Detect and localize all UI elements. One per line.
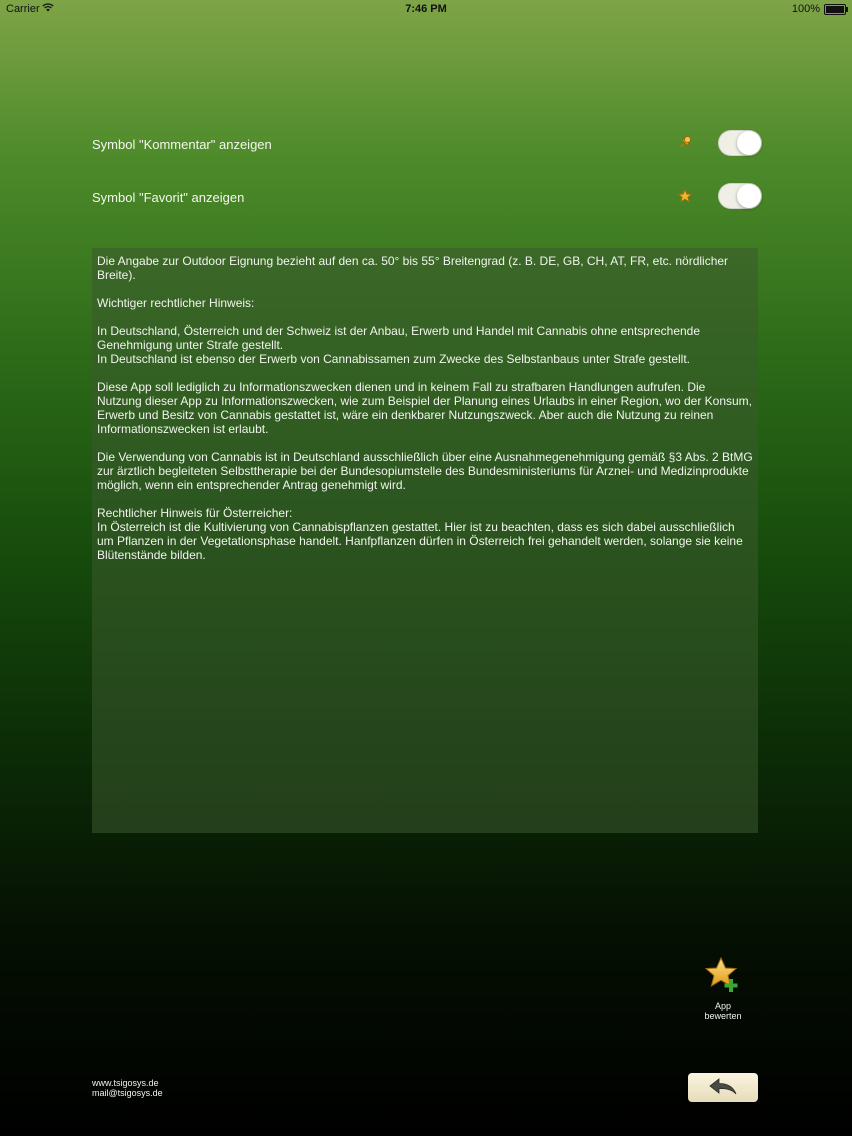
- info-paragraph-legal-dach: In Deutschland, Österreich und der Schweiz ist der Anbau, Erwerb und Handel mit Cannabis ohne entsprechende Genehmigung unter Strafe gestellt. In Deutschland ist ebenso der Erwerb von Cannabissamen zum Zwecke des Selbstanbaus unter Strafe gestellt.: [97, 324, 701, 366]
- favorite-icon-toggle[interactable]: [718, 183, 762, 209]
- setting-label-favorite: Symbol "Favorit" anzeigen: [92, 190, 245, 205]
- info-paragraph-purpose: Diese App soll lediglich zu Informationszwecken dienen und in keinem Fall zu strafbaren Handlungen aufrufen. Die Nutzung dieser App zu Informationszwecken, wie zum Beispiel der Planung eines Urlaubs in einer Region, wo der Konsum, Erwerb und Besitz von Cannabis gestattet ist, wäre ein denkbarer Nutzungszweck. Aber auch die Nutzung zu reinen Informationszwecken ist erlaubt.: [97, 380, 753, 436]
- info-paragraph-legal-heading: Wichtiger rechtlicher Hinweis:: [97, 296, 255, 310]
- comment-icon-toggle[interactable]: [718, 130, 762, 156]
- pushpin-icon: [677, 135, 693, 151]
- star-icon: [677, 188, 693, 204]
- rate-app-label-line2: bewerten: [704, 1011, 742, 1021]
- info-paragraph-medical: Die Verwendung von Cannabis ist in Deutschland ausschließlich über eine Ausnahmegenehmigung gemäß §3 Abs. 2 BtMG zur ärztlich begleiteten Selbsttherapie bei der Bundesopiumstelle des Bundesministeriums für Arznei- und Medizinprodukte möglich, wenn ein entsprechender Antrag genehmigt wird.: [97, 450, 753, 492]
- setting-label-comment: Symbol "Kommentar" anzeigen: [92, 137, 272, 152]
- rate-app-button[interactable]: [696, 955, 750, 1021]
- status-bar: [0, 0, 852, 18]
- toggle-knob: [737, 131, 761, 155]
- rate-app-label-line1: App: [714, 1001, 731, 1011]
- website-link[interactable]: www.tsigosys.de: [92, 1078, 159, 1088]
- email-link[interactable]: mail@tsigosys.de: [92, 1088, 163, 1098]
- battery-percent: 100%: [791, 3, 820, 15]
- contact-info: [92, 1078, 163, 1098]
- legal-info-textbox[interactable]: [92, 248, 758, 833]
- setting-row-favorite: [92, 183, 762, 213]
- back-arrow-icon: [708, 1077, 738, 1098]
- back-button[interactable]: [688, 1073, 758, 1102]
- star-plus-icon: [703, 955, 743, 995]
- toggle-knob: [737, 184, 761, 208]
- info-paragraph-austria: Rechtlicher Hinweis für Österreicher: In Österreich ist die Kultivierung von Cannabispflanzen gestattet. Hier ist zu beachten, dass es sich dabei ausschließlich um Pflanzen in der Vegetationsphase handelt. Hanfpflanzen dürfen in Österreich frei gehandelt werden, solange sie keine Blütenstände bilden.: [97, 506, 743, 562]
- battery-icon: [824, 4, 846, 15]
- setting-row-comment: [92, 130, 762, 160]
- info-paragraph-outdoor: Die Angabe zur Outdoor Eignung bezieht auf den ca. 50° bis 55° Breitengrad (z. B. DE, GB, CH, AT, FR, etc. nördlicher Breite).: [97, 254, 729, 282]
- clock: 7:46 PM: [405, 3, 447, 15]
- carrier-label: Carrier: [6, 3, 40, 15]
